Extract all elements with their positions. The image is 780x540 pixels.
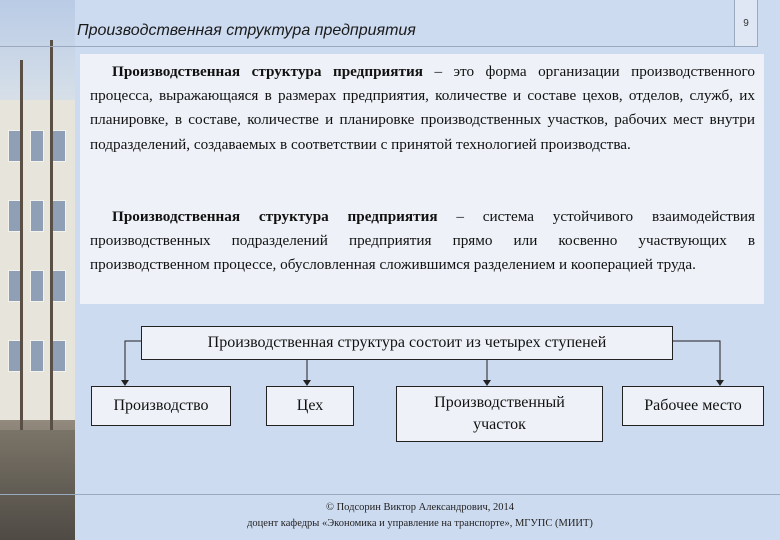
diagram-root-box: Производственная структура состоит из четырех ступеней: [141, 326, 673, 360]
definition-text: – система устойчивого взаимодействия производственных подразделений предприятия прямо или косвенно участвующих в производственном процессе, обусловленная сложившимся разделением и кооперацией труда.: [90, 208, 756, 274]
level-box-cex: Цех: [266, 386, 354, 426]
footer-affiliation: доцент кафедры «Экономика и управление на транспорте», МГУПС (МИИТ): [247, 518, 593, 529]
level-box-uchastok: Производственный участок: [396, 386, 603, 442]
definition-text: – это форма организации производственного процесса, выражающаяся в размерах предприятия, количестве и составе цехов, отделов, служб, их планировке, в составе, количестве и планировке производственных участков, рабочих мест внутри подразделений, создаваемых в соответствии с принятой технологией производства.: [90, 63, 755, 153]
footer-author: © Подсорин Виктор Александрович, 2014: [325, 502, 514, 513]
slide-title: Производственная структура предприятия: [77, 22, 416, 39]
page-number: 9: [734, 0, 758, 47]
definition-term: Производственная структура предприятия: [112, 63, 423, 80]
footer-credit: [200, 500, 640, 532]
connector-left: [125, 341, 142, 382]
level-box-proizvodstvo: Производство: [91, 386, 231, 426]
connector-right: [672, 341, 720, 382]
definition-term: Производственная структура предприятия: [112, 208, 438, 225]
level-box-rabochee-mesto: Рабочее место: [622, 386, 764, 426]
